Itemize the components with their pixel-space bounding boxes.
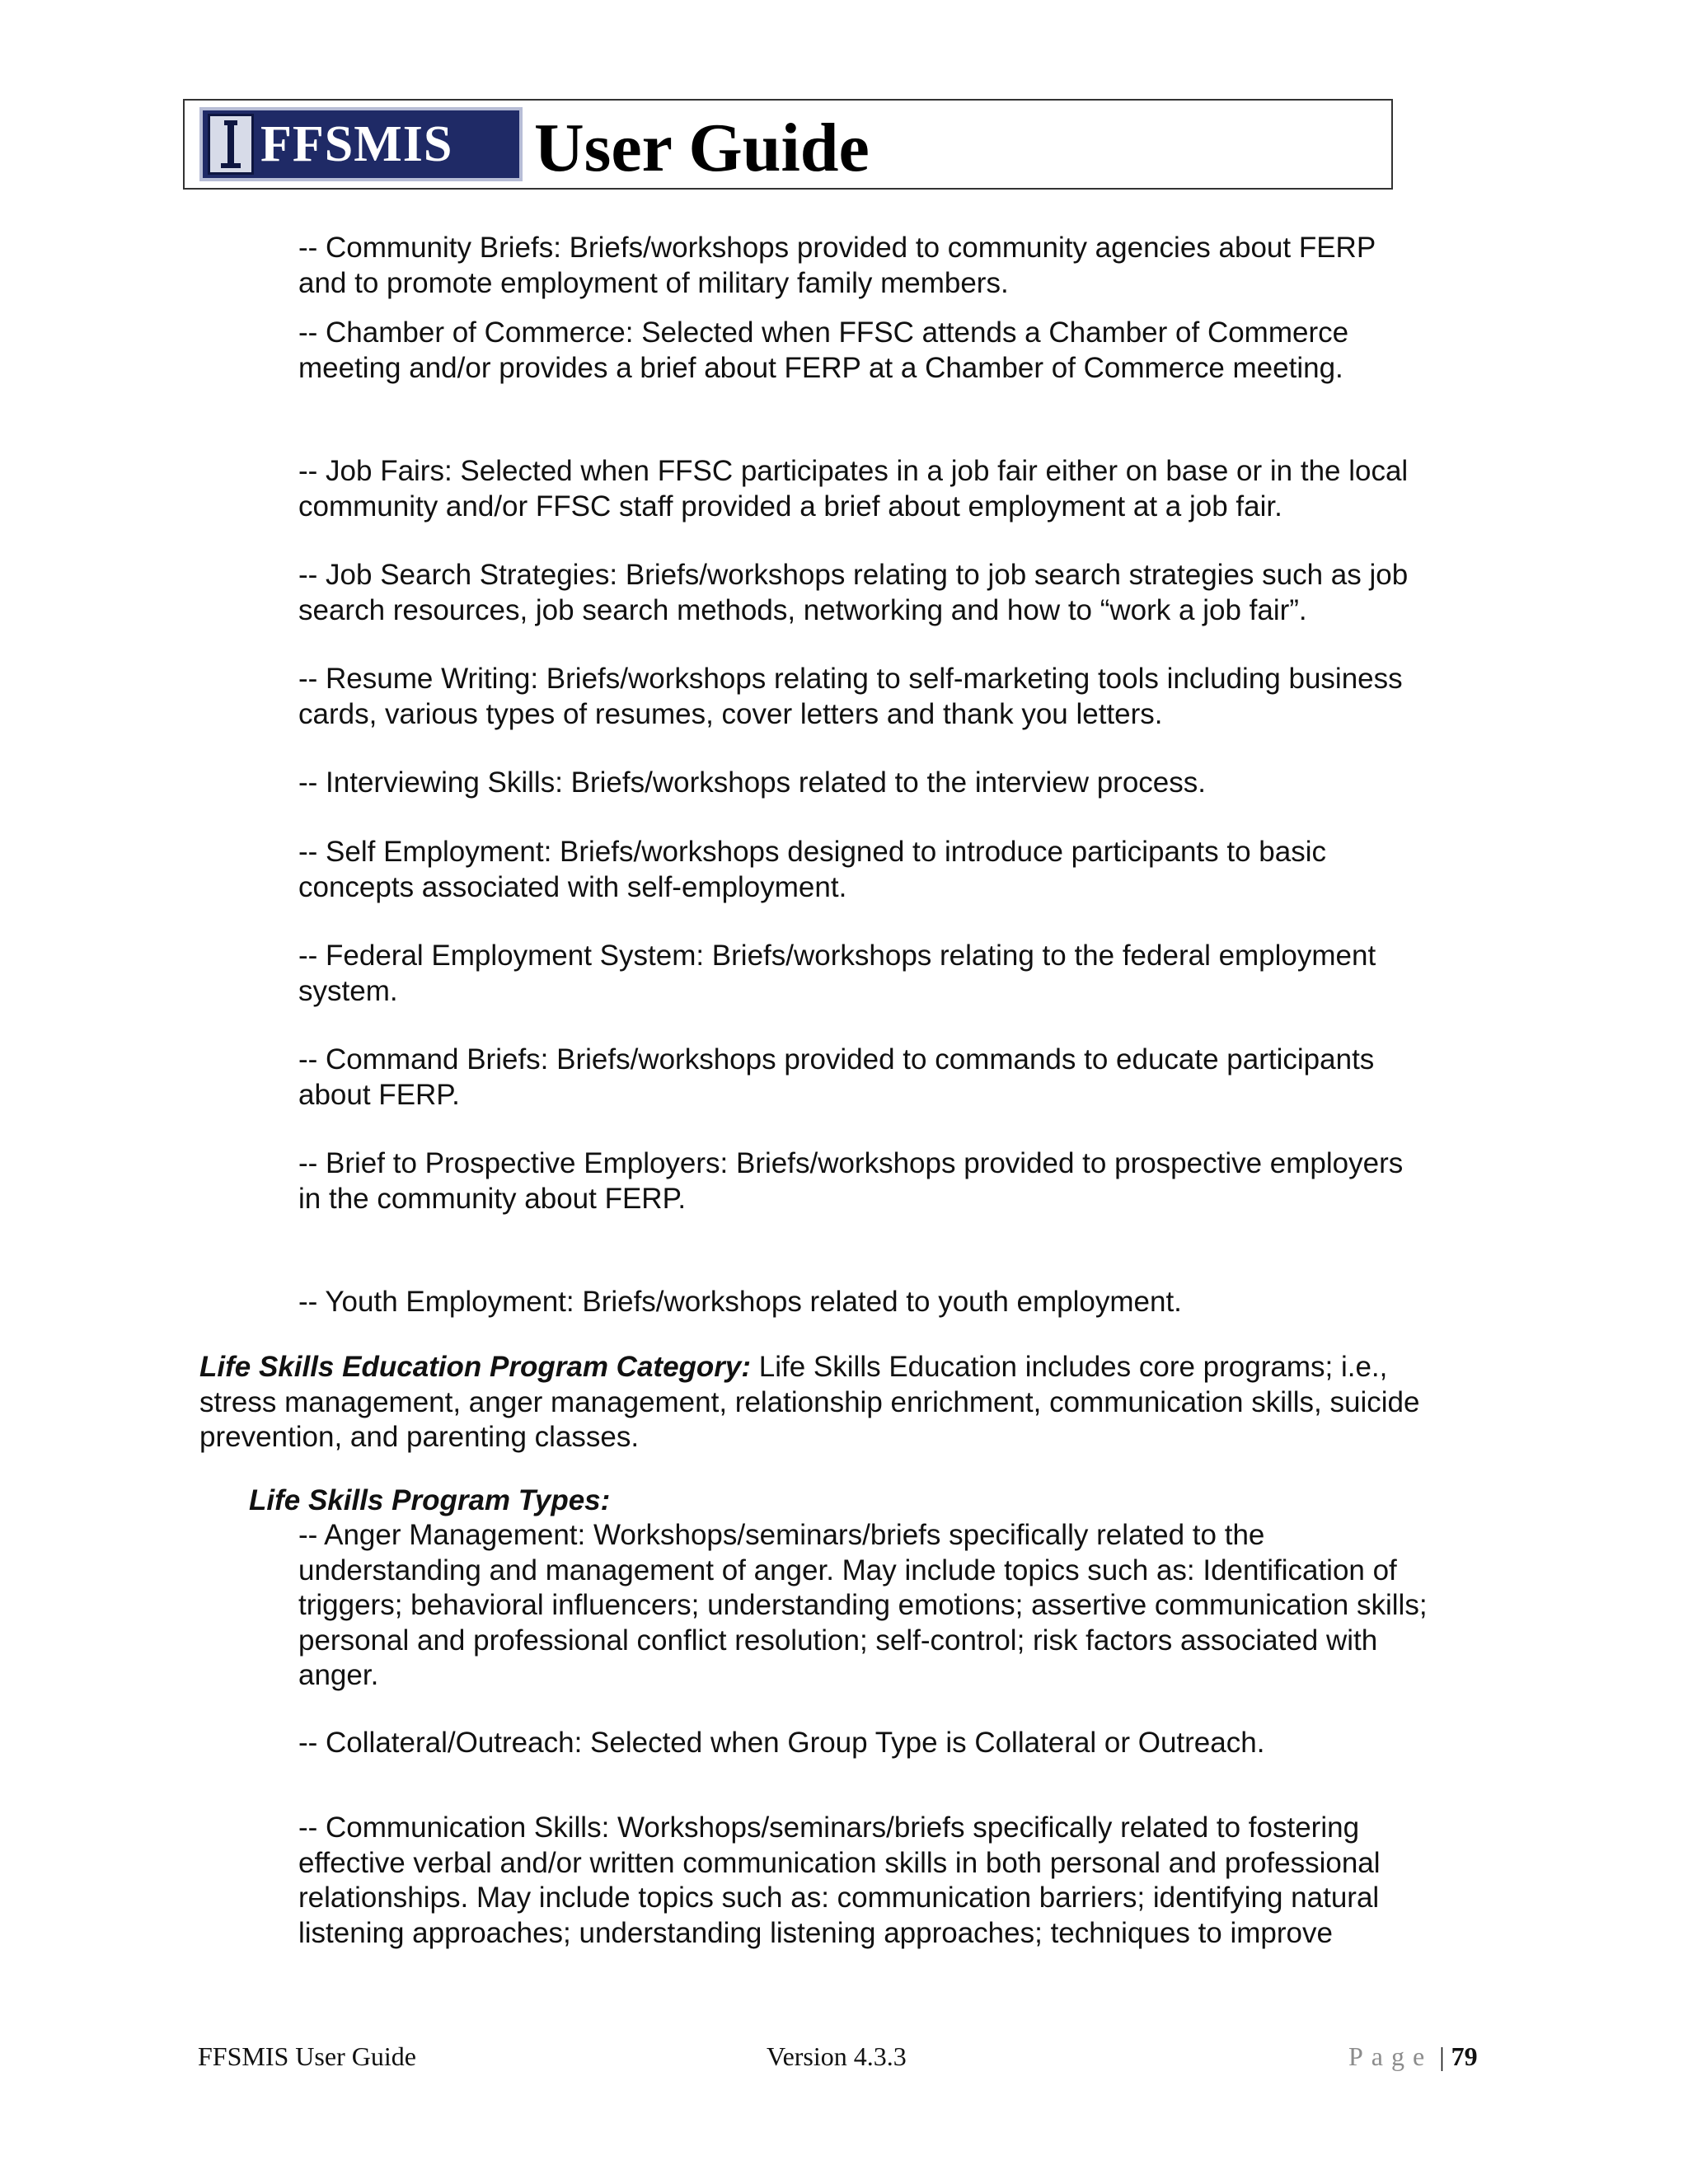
logo-text: FFSMIS [260,116,453,172]
text-line: -- Brief to Prospective Employers: Briefs/workshops provided to prospective employers [298,1147,1404,1179]
paragraph-youth-employment [298,1285,1182,1320]
paragraph-resume-writing [298,662,1403,732]
footer-version: Version 4.3.3 [767,2041,907,2071]
text-line: cards, various types of resumes, cover letters and thank you letters. [298,697,1163,730]
header-box [183,99,1393,190]
section-heading: Life Skills Education Program Category: [199,1351,752,1383]
page-separator: | [1432,2041,1451,2071]
text-line [199,1350,1419,1385]
paragraph-job-search-strategies [298,558,1408,628]
paragraph-interviewing-skills [298,766,1206,801]
text-line: -- Community Briefs: Briefs/workshops provided to community agencies about FERP [298,232,1376,264]
text-line: in the community about FERP. [298,1182,687,1215]
paragraph-anger-management [298,1518,1428,1694]
text-line: -- Job Fairs: Selected when FFSC participates in a job fair either on base or in the local [298,455,1409,487]
text-line: -- Federal Employment System: Briefs/workshops relating to the federal employment [298,940,1376,972]
text-line: -- Self Employment: Briefs/workshops designed to introduce participants to basic [298,836,1326,868]
text-line: -- Communication Skills: Workshops/seminars/briefs specifically related to fostering [298,1811,1360,1844]
page-number: 79 [1451,2041,1478,2071]
text-line: -- Resume Writing: Briefs/workshops relating to self-marketing tools including business [298,663,1403,695]
text-line: -- Anger Management: Workshops/seminars/briefs specifically related to the [298,1519,1265,1551]
text-line: and to promote employment of military family members. [298,266,1009,299]
lighthouse-icon [208,114,254,175]
page-label: Page [1348,2041,1433,2071]
life-skills-category [199,1350,1419,1455]
paragraph-command-briefs [298,1043,1374,1113]
page-title: User Guide [534,110,870,186]
text-line: -- Collateral/Outreach: Selected when Group Type is Collateral or Outreach. [298,1727,1265,1759]
footer-document-name: FFSMIS User Guide [198,2041,416,2071]
text-line: about FERP. [298,1078,460,1111]
paragraph-self-employment [298,835,1326,905]
text-line: meeting and/or provides a brief about FERP at a Chamber of Commerce meeting. [298,351,1343,384]
text-line: anger. [298,1659,379,1691]
text-line: stress management, anger management, relationship enrichment, communication skills, suicide [199,1385,1420,1418]
text-line: system. [298,974,398,1007]
footer-page-indicator [1348,2040,1478,2073]
text-line: personal and professional conflict resolution; self-control; risk factors associated with [298,1624,1378,1657]
text-line: -- Chamber of Commerce: Selected when FFSC attends a Chamber of Commerce [298,316,1349,349]
text-line: -- Command Briefs: Briefs/workshops provided to commands to educate participants [298,1043,1375,1076]
text-line: prevention, and parenting classes. [199,1421,640,1453]
text-line: concepts associated with self-employment. [298,870,847,903]
text-line: -- Interviewing Skills: Briefs/workshops related to the interview process. [298,766,1206,799]
paragraph-federal-employment-system [298,939,1376,1009]
text-line: search resources, job search methods, networking and how to “work a job fair”. [298,593,1307,626]
heading-continuation: Life Skills Education includes core programs; i.e., [751,1351,1388,1383]
paragraph-community-briefs [298,231,1376,301]
paragraph-job-fairs [298,454,1408,524]
paragraph-chamber-of-commerce [298,316,1348,386]
subsection-heading: Life Skills Program Types: [249,1484,611,1516]
text-line: listening approaches; understanding listening approaches; techniques to improve [298,1916,1333,1949]
text-line: -- Job Search Strategies: Briefs/workshops relating to job search strategies such as job [298,559,1409,591]
ffsmis-logo [199,107,523,181]
text-line: community and/or FFSC staff provided a brief about employment at a job fair. [298,490,1282,523]
paragraph-collateral-outreach [298,1726,1264,1761]
text-line: effective verbal and/or written communication skills in both personal and professional [298,1846,1381,1879]
text-line: -- Youth Employment: Briefs/workshops related to youth employment. [298,1286,1182,1318]
text-line: relationships. May include topics such as: communication barriers; identifying natural [298,1882,1380,1914]
paragraph-brief-to-prospective-employers [298,1146,1403,1216]
text-line: understanding and management of anger. May include topics such as: Identification of [298,1554,1397,1586]
text-line: triggers; behavioral influencers; understanding emotions; assertive communication skills; [298,1589,1428,1621]
paragraph-communication-skills [298,1811,1381,1951]
